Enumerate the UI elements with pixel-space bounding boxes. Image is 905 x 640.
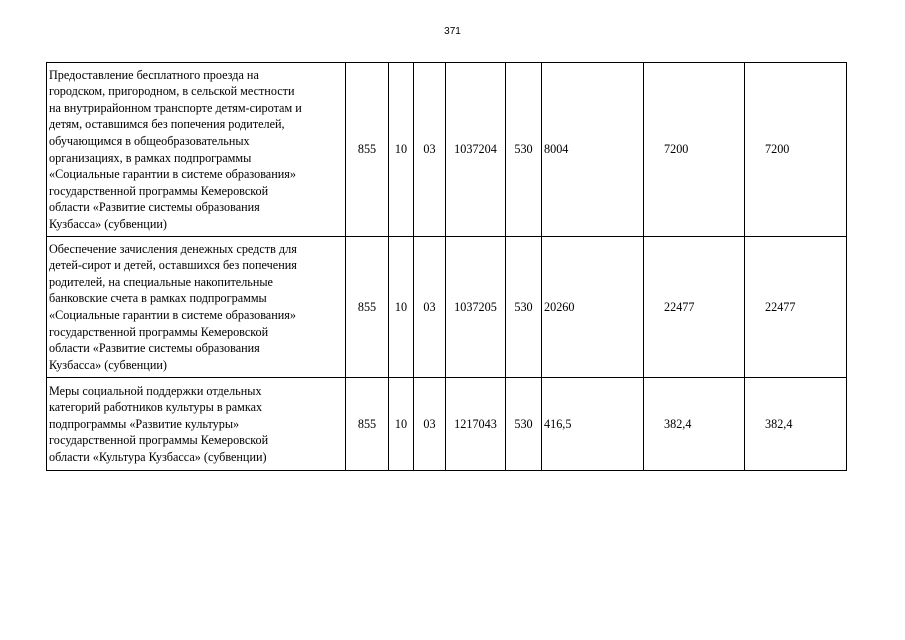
description-line: подпрограммы «Развитие культуры»: [49, 416, 240, 431]
amount-year-3: 382,4: [745, 378, 847, 471]
description-line: категорий работников культуры в рамках: [49, 400, 263, 415]
description-line: Кузбасса» (субвенции): [49, 357, 167, 372]
description-line: области «Развитие системы образования: [49, 341, 260, 356]
description-line: обучающимся в общеобразовательных: [49, 133, 250, 148]
subsection-code: 03: [414, 237, 446, 378]
amount-year-2: 7200: [644, 63, 745, 237]
target-article-code: 1037205: [446, 237, 506, 378]
amount-year-3: 7200: [745, 63, 847, 237]
description-line: организациях, в рамках подпрограммы: [49, 150, 252, 165]
description-line: государственной программы Кемеровской: [49, 433, 269, 448]
expense-type-code: 530: [506, 63, 542, 237]
table-row: [47, 378, 847, 471]
amount-year-1: 416,5: [542, 378, 644, 471]
amount-year-2: 382,4: [644, 378, 745, 471]
description-line: на внутрирайонном транспорте детям-сиротам и: [49, 100, 302, 115]
description-line: городском, пригородном, в сельской местности: [49, 84, 295, 99]
ministry-code: 855: [346, 63, 389, 237]
section-code: 10: [389, 378, 414, 471]
description-line: банковские счета в рамках подпрограммы: [49, 291, 267, 306]
ministry-code: 855: [346, 237, 389, 378]
description-line: области «Культура Кузбасса» (субвенции): [49, 449, 267, 464]
expense-type-code: 530: [506, 237, 542, 378]
description-line: Кузбасса» (субвенции): [49, 216, 167, 231]
ministry-code: 855: [346, 378, 389, 471]
description-line: государственной программы Кемеровской: [49, 183, 269, 198]
amount-year-1: 20260: [542, 237, 644, 378]
description-line: Предоставление бесплатного проезда на: [49, 67, 259, 82]
table-row: [47, 63, 847, 237]
table-row: [47, 237, 847, 378]
target-article-code: 1217043: [446, 378, 506, 471]
description-line: детей-сирот и детей, оставшихся без попечения: [49, 258, 297, 273]
row-description: [47, 237, 346, 378]
subsection-code: 03: [414, 63, 446, 237]
budget-table: [46, 62, 847, 471]
description-line: Меры социальной поддержки отдельных: [49, 383, 262, 398]
description-line: родителей, на специальные накопительные: [49, 274, 273, 289]
description-line: «Социальные гарантии в системе образования»: [49, 167, 296, 182]
page-number: 371: [444, 26, 461, 37]
target-article-code: 1037204: [446, 63, 506, 237]
description-line: «Социальные гарантии в системе образования»: [49, 308, 296, 322]
subsection-code: 03: [414, 378, 446, 471]
section-code: 10: [389, 237, 414, 378]
description-line: государственной программы Кемеровской: [49, 324, 269, 339]
row-description: [47, 63, 346, 237]
expense-type-code: 530: [506, 378, 542, 471]
row-description: [47, 378, 346, 471]
amount-year-1: 8004: [542, 63, 644, 237]
description-line: детям, оставшимся без попечения родителей,: [49, 117, 285, 132]
section-code: 10: [389, 63, 414, 237]
amount-year-3: 22477: [745, 237, 847, 378]
amount-year-2: 22477: [644, 237, 745, 378]
description-line: Обеспечение зачисления денежных средств для: [49, 241, 297, 256]
description-line: области «Развитие системы образования: [49, 200, 260, 215]
